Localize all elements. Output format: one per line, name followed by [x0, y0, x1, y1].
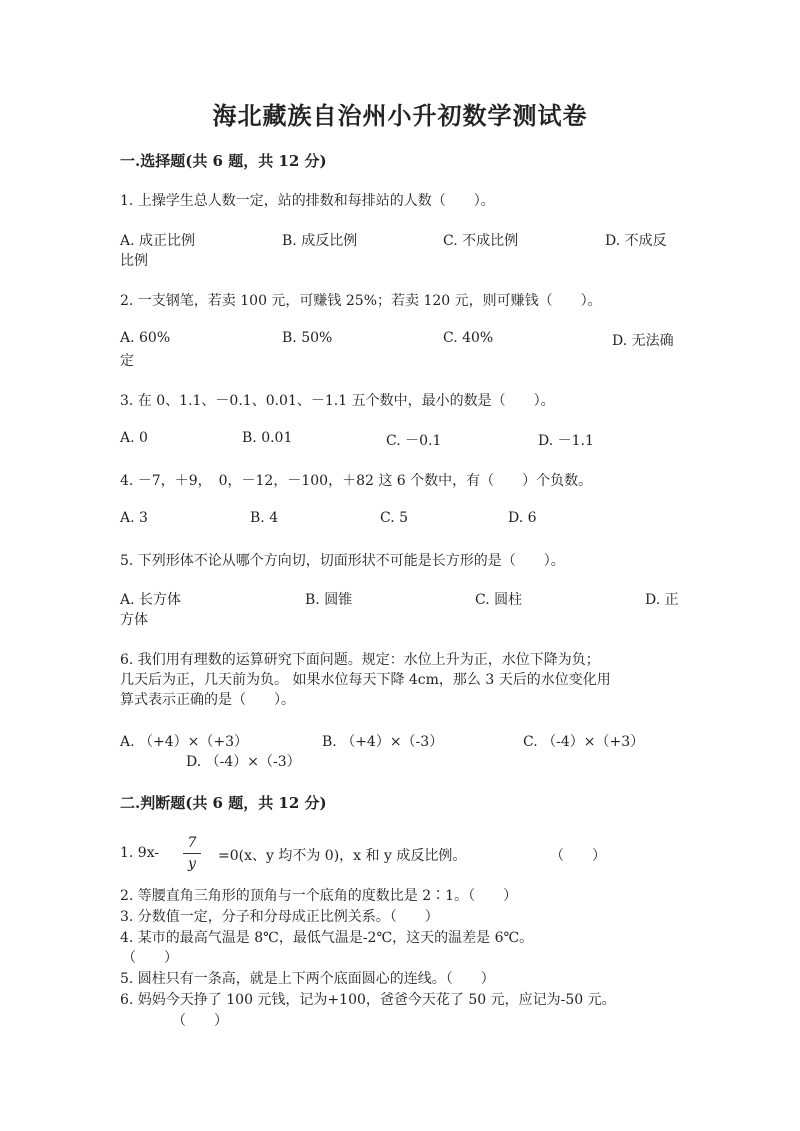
- question-6-line-1: 6. 我们用有理数的运算研究下面问题。规定：水位上升为正，水位下降为负；: [120, 652, 600, 668]
- q4-option-b: B. 4: [250, 510, 279, 526]
- judgment-1-text: =0(x、y 均不为 0)，x 和 y 成反比例。: [218, 848, 467, 864]
- fraction-numerator: 7: [187, 835, 197, 851]
- judgment-6-line-1: 6. 妈妈今天挣了 100 元钱，记为+100，爸爸今天花了 50 元，应记为-50 元。: [120, 992, 616, 1008]
- q4-option-a: A. 3: [120, 510, 148, 526]
- question-2: 2. 一支钢笔，若卖 100 元，可赚钱 25%；若卖 120 元，则可赚钱（ ）。: [120, 293, 602, 309]
- question-6-line-3: 算式表示正确的是（ ）。: [120, 692, 295, 708]
- judgment-6-answer-paren: （ ）: [172, 1013, 228, 1029]
- question-4: 4. －7，＋9， 0，－12，－100，＋82 这 6 个数中，有（ ）个负数。: [120, 473, 593, 489]
- q6-option-d: D. （-4）×（-3）: [186, 754, 301, 770]
- q2-option-d: D. 无法确: [612, 333, 674, 349]
- page-title: 海北藏族自治州小升初数学测试卷: [212, 101, 588, 130]
- q6-option-a: A. （+4）×（+3）: [120, 734, 249, 750]
- q5-option-a: A. 长方体: [120, 592, 182, 608]
- q2-option-c: C. 40%: [443, 330, 494, 346]
- judgment-2: 2. 等腰直角三角形的顶角与一个底角的度数比是 2∶1。（ ）: [120, 888, 518, 904]
- question-1: 1. 上操学生总人数一定，站的排数和每排站的人数（ ）。: [120, 193, 495, 209]
- q6-option-c: C. （-4）×（+3）: [523, 734, 645, 750]
- q6-option-b: B. （+4）×（-3）: [322, 734, 444, 750]
- fraction-denominator: y: [188, 856, 196, 872]
- q1-option-d: D. 不成反: [605, 233, 667, 249]
- q1-option-b: B. 成反比例: [282, 233, 358, 249]
- q3-option-c: C. －0.1: [386, 433, 442, 449]
- q3-option-a: A. 0: [120, 430, 148, 446]
- judgment-1-answer-paren: （ ）: [550, 848, 606, 864]
- judgment-3: 3. 分数值一定，分子和分母成正比例关系。（ ）: [120, 909, 439, 925]
- q2-option-b: B. 50%: [282, 330, 333, 346]
- q1-option-d-continued: 比例: [120, 253, 148, 269]
- q1-option-a: A. 成正比例: [120, 233, 196, 249]
- judgment-1-prefix: 1. 9x-: [120, 845, 160, 861]
- q4-option-d: D. 6: [508, 510, 537, 526]
- q5-option-c: C. 圆柱: [475, 592, 523, 608]
- section-heading-choice: 一.选择题(共 6 题，共 12 分): [120, 152, 327, 170]
- q3-option-b: B. 0.01: [242, 430, 293, 446]
- question-5: 5. 下列形体不论从哪个方向切，切面形状不可能是长方形的是（ ）。: [120, 553, 565, 569]
- q5-option-b: B. 圆锥: [305, 592, 353, 608]
- judgment-5: 5. 圆柱只有一条高，就是上下两个底面圆心的连线。（ ）: [120, 971, 495, 987]
- section-heading-judgment: 二.判断题(共 6 题，共 12 分): [120, 794, 327, 812]
- q2-option-d-continued: 定: [120, 353, 134, 369]
- fraction-bar: [183, 853, 201, 854]
- q3-option-d: D. －1.1: [538, 433, 594, 449]
- q1-option-c: C. 不成比例: [443, 233, 519, 249]
- q5-option-d: D. 正: [645, 592, 679, 608]
- q5-option-d-continued: 方体: [120, 612, 148, 628]
- q4-option-c: C. 5: [380, 510, 409, 526]
- judgment-4-answer-paren: （ ）: [122, 950, 178, 966]
- q2-option-a: A. 60%: [120, 330, 171, 346]
- question-3: 3. 在 0、1.1、－0.1、0.01、－1.1 五个数中，最小的数是（ ）。: [120, 393, 555, 409]
- judgment-4-line-1: 4. 某市的最高气温是 8℃，最低气温是-2℃，这天的温差是 6℃。: [120, 930, 534, 946]
- fraction: [183, 834, 201, 873]
- question-6-line-2: 几天后为正，几天前为负。 如果水位每天下降 4cm，那么 3 天后的水位变化用: [120, 672, 611, 688]
